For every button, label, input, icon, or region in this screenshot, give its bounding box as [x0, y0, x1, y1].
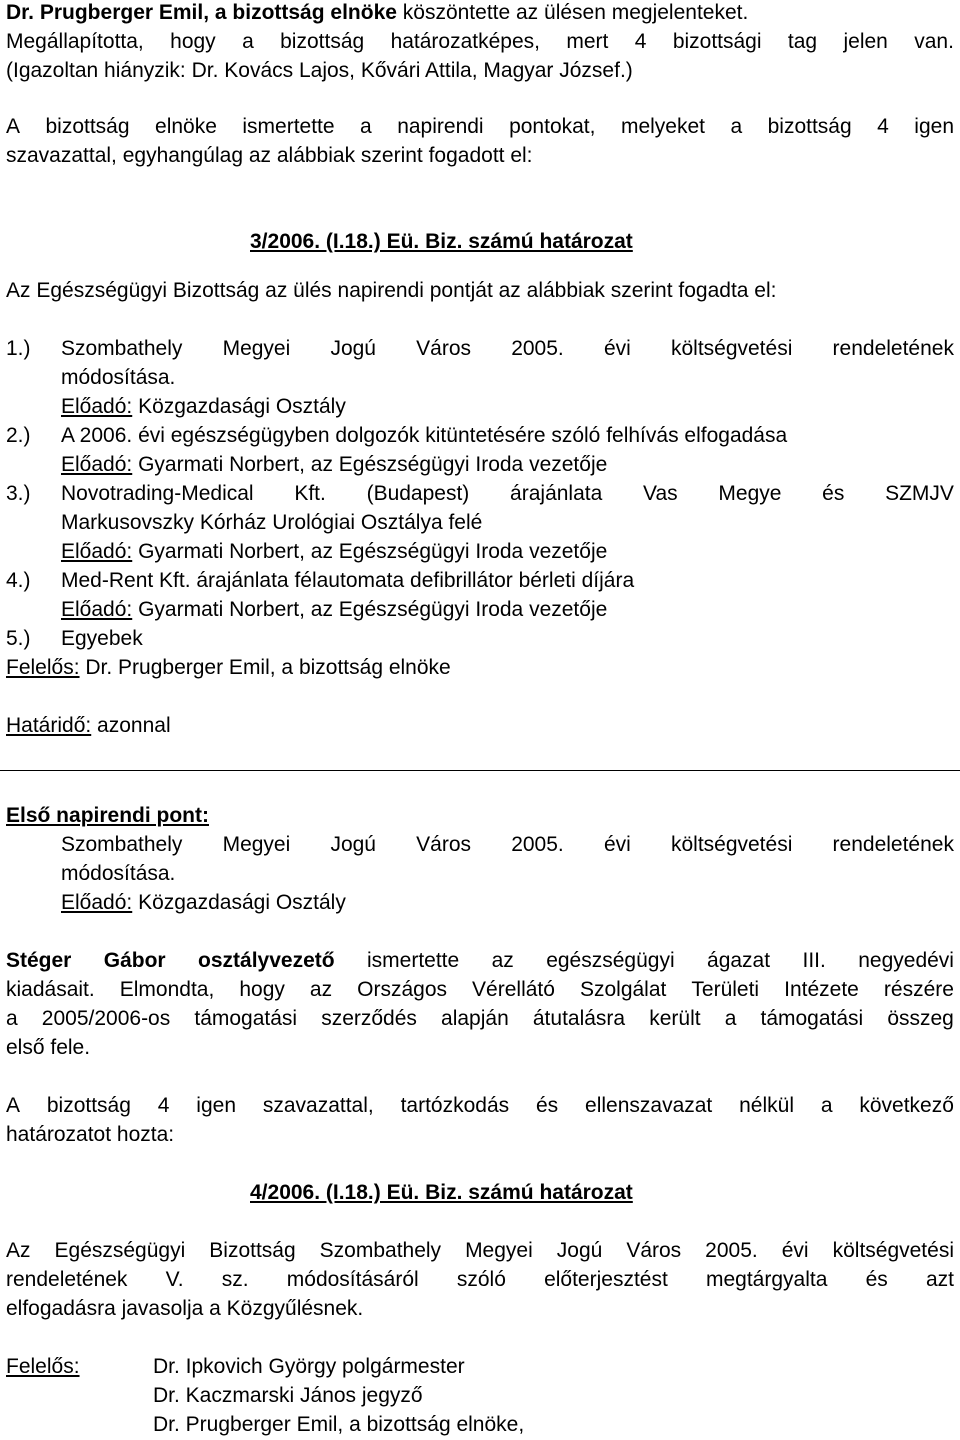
vote-line-2: határozatot hozta: — [6, 1123, 175, 1146]
agenda-item-4-text: Med-Rent Kft. árajánlata félautomata defibrillátor bérleti díjára — [61, 569, 635, 592]
intro-line-1: Dr. Prugberger Emil, a bizottság elnöke köszöntette az ülésen megjelenteket. — [6, 1, 749, 24]
word: bizottság — [767, 115, 852, 138]
agenda-item-2-text: A 2006. évi egészségügyben dolgozók kitüntetésére szóló felhívás elfogadása — [61, 424, 788, 447]
word: Elmondta, — [119, 978, 215, 1001]
word: szavazattal, — [262, 1094, 374, 1117]
word: Szombathely — [61, 337, 183, 360]
responsible-person-1: Dr. Ipkovich György polgármester — [153, 1355, 465, 1378]
word: határozatképes, — [390, 30, 540, 53]
word: negyedévi — [858, 949, 954, 972]
word: 2005/2006-os — [41, 1007, 171, 1030]
resolution-1-title: 3/2006. (I.18.) Eü. Biz. számú határozat — [250, 230, 633, 253]
word: alapján — [441, 1007, 509, 1030]
agenda-item-4-number: 4.) — [6, 569, 31, 592]
word: összeg — [887, 1007, 954, 1030]
word: a — [360, 115, 372, 138]
word: (Budapest) — [366, 482, 470, 505]
word: Kft. — [294, 482, 326, 505]
word: Területi — [691, 978, 760, 1001]
agenda-item-2-number: 2.) — [6, 424, 31, 447]
resolution-2-line-1 — [6, 1238, 954, 1264]
word: Megyei — [465, 1239, 533, 1262]
word: van. — [914, 30, 954, 53]
word: támogatási — [760, 1007, 864, 1030]
word: előterjesztést — [544, 1268, 668, 1291]
word: módosításáról — [286, 1268, 419, 1291]
word: és — [535, 1094, 559, 1117]
agenda-item-3-line-2: Markusovszky Kórház Urológiai Osztálya felé — [61, 511, 483, 534]
word: költségvetési — [670, 833, 793, 856]
word: jelen — [843, 30, 888, 53]
agenda-item-5-number: 5.) — [6, 627, 31, 650]
word: Megyei — [222, 337, 291, 360]
word: következő — [859, 1094, 954, 1117]
agenda-intro-line-2: szavazattal, egyhangúlag az alábbiak szerint fogadott el: — [6, 144, 533, 167]
word: rendeletének — [832, 833, 954, 856]
word: Az — [6, 1239, 31, 1262]
word: költségvetési — [670, 337, 793, 360]
agenda-item-5-text: Egyebek — [61, 627, 143, 650]
word: Jogú — [556, 1239, 603, 1262]
word: nélkül — [739, 1094, 794, 1117]
word: SZMJV — [885, 482, 954, 505]
word: A — [6, 115, 21, 138]
word: 2005. — [705, 1239, 758, 1262]
word: az — [309, 978, 333, 1001]
word: bizottság — [45, 115, 130, 138]
word: bizottság — [280, 30, 365, 53]
agenda-item-3-number: 3.) — [6, 482, 31, 505]
word: árajánlata — [510, 482, 603, 505]
word: támogatási — [194, 1007, 298, 1030]
word: igen — [914, 115, 954, 138]
responsibles-label: Felelős: — [6, 1355, 80, 1378]
agenda-item-3-presenter: Előadó: Gyarmati Norbert, az Egészségügyi Iroda vezetője — [61, 540, 608, 563]
agenda-item-1-line-1 — [61, 336, 954, 362]
word: Szombathely — [61, 833, 183, 856]
word: Vas — [643, 482, 678, 505]
word: pontokat, — [509, 115, 596, 138]
word: mert — [566, 30, 609, 53]
word: napirendi — [397, 115, 484, 138]
word: évi — [603, 833, 631, 856]
word: Város — [416, 337, 472, 360]
word: ágazat — [707, 949, 771, 972]
word: Gábor — [103, 949, 166, 972]
word: a — [724, 1007, 737, 1030]
word: Országos — [357, 978, 448, 1001]
chair-name: Dr. Prugberger Emil, a bizottság elnöke — [6, 1, 397, 24]
word: szerződés — [321, 1007, 417, 1030]
word: a — [820, 1094, 833, 1117]
word: kiadásait. — [6, 978, 95, 1001]
section-divider — [0, 770, 960, 771]
resolution-2-line-3: elfogadásra javasolja a Közgyűlésnek. — [6, 1297, 364, 1320]
word: Megyei — [222, 833, 291, 856]
word: sz. — [221, 1268, 249, 1291]
word: és — [822, 482, 845, 505]
word: Stéger — [6, 949, 72, 972]
report-line-3 — [6, 1006, 954, 1032]
agenda-item-4-presenter: Előadó: Gyarmati Norbert, az Egészségügyi Iroda vezetője — [61, 598, 608, 621]
report-line-4: első fele. — [6, 1036, 91, 1059]
word: hogy — [239, 978, 285, 1001]
first-point-line-2: módosítása. — [61, 862, 176, 885]
word: évi — [781, 1239, 809, 1262]
first-point-presenter: Előadó: Közgazdasági Osztály — [61, 891, 346, 914]
word: évi — [603, 337, 631, 360]
word: Szolgálat — [579, 978, 667, 1001]
word: átutalásra — [532, 1007, 626, 1030]
agenda-item-2-presenter: Előadó: Gyarmati Norbert, az Egészségügyi Iroda vezetője — [61, 453, 608, 476]
word: bizottsági — [672, 30, 762, 53]
responsible-person-2: Dr. Kaczmarski János jegyző — [153, 1384, 423, 1407]
word: 2005. — [511, 833, 564, 856]
word: elnöke — [155, 115, 217, 138]
word: Novotrading-Medical — [61, 482, 254, 505]
vote-line-1 — [6, 1093, 954, 1119]
word: ismertette — [366, 949, 460, 972]
word: ellenszavazat — [585, 1094, 713, 1117]
word: Megye — [718, 482, 782, 505]
resolution-2-line-2 — [6, 1267, 954, 1293]
word: Jogú — [330, 337, 376, 360]
intro-line-2 — [6, 29, 954, 55]
word: Szombathely — [319, 1239, 442, 1262]
word: költségvetési — [832, 1239, 954, 1262]
word: Intézete — [784, 978, 859, 1001]
agenda-item-1-line-2: módosítása. — [61, 366, 176, 389]
word: a — [6, 1007, 18, 1030]
word: megtárgyalta — [706, 1268, 828, 1291]
agenda-intro-line-1 — [6, 114, 954, 140]
word: Város — [626, 1239, 682, 1262]
agenda-item-1-number: 1.) — [6, 337, 31, 360]
word: részére — [883, 978, 954, 1001]
word: V. — [165, 1268, 184, 1291]
word: hogy — [170, 30, 216, 53]
word: került — [649, 1007, 701, 1030]
word: osztályvezető — [198, 949, 335, 972]
first-point-line-1 — [61, 832, 954, 858]
word: a — [242, 30, 254, 53]
resolution-1-text: Az Egészségügyi Bizottság az ülés napirendi pontját az alábbiak szerint fogadta el: — [6, 279, 777, 302]
word: 2005. — [511, 337, 564, 360]
word: ismertette — [242, 115, 335, 138]
word: tartózkodás — [400, 1094, 510, 1117]
word: Egészségügyi — [54, 1239, 186, 1262]
word: 4 — [157, 1094, 170, 1117]
word: 4 — [634, 30, 647, 53]
word: Város — [416, 833, 472, 856]
responsible-person-3: Dr. Prugberger Emil, a bizottság elnöke, — [153, 1413, 525, 1436]
word: rendeletének — [832, 337, 954, 360]
word: szóló — [456, 1268, 506, 1291]
agenda-item-3-line-1 — [61, 481, 954, 507]
word: és — [865, 1268, 888, 1291]
word: bizottság — [46, 1094, 131, 1117]
report-line-1 — [6, 948, 954, 974]
word: Bizottság — [209, 1239, 296, 1262]
word: Vérellátó — [472, 978, 555, 1001]
word: Megállapította, — [6, 30, 144, 53]
word: Jogú — [330, 833, 376, 856]
agenda-deadline: Határidő: azonnal — [6, 714, 171, 737]
word: rendeletének — [6, 1268, 128, 1291]
word: egészségügyi — [546, 949, 675, 972]
first-point-heading: Első napirendi pont: — [6, 804, 209, 827]
agenda-responsible: Felelős: Dr. Prugberger Emil, a bizottság elnöke — [6, 656, 451, 679]
word: azt — [925, 1268, 954, 1291]
word: tag — [787, 30, 818, 53]
word: 4 — [877, 115, 889, 138]
agenda-item-1-presenter: Előadó: Közgazdasági Osztály — [61, 395, 346, 418]
word: a — [730, 115, 743, 138]
word: A — [6, 1094, 21, 1117]
word: igen — [196, 1094, 236, 1117]
word: melyeket — [620, 115, 705, 138]
word: az — [491, 949, 514, 972]
intro-line-3: (Igazoltan hiányzik: Dr. Kovács Lajos, Kővári Attila, Magyar József.) — [6, 59, 633, 82]
word: III. — [802, 949, 826, 972]
report-line-2 — [6, 977, 954, 1003]
resolution-2-title: 4/2006. (I.18.) Eü. Biz. számú határozat — [250, 1181, 633, 1204]
